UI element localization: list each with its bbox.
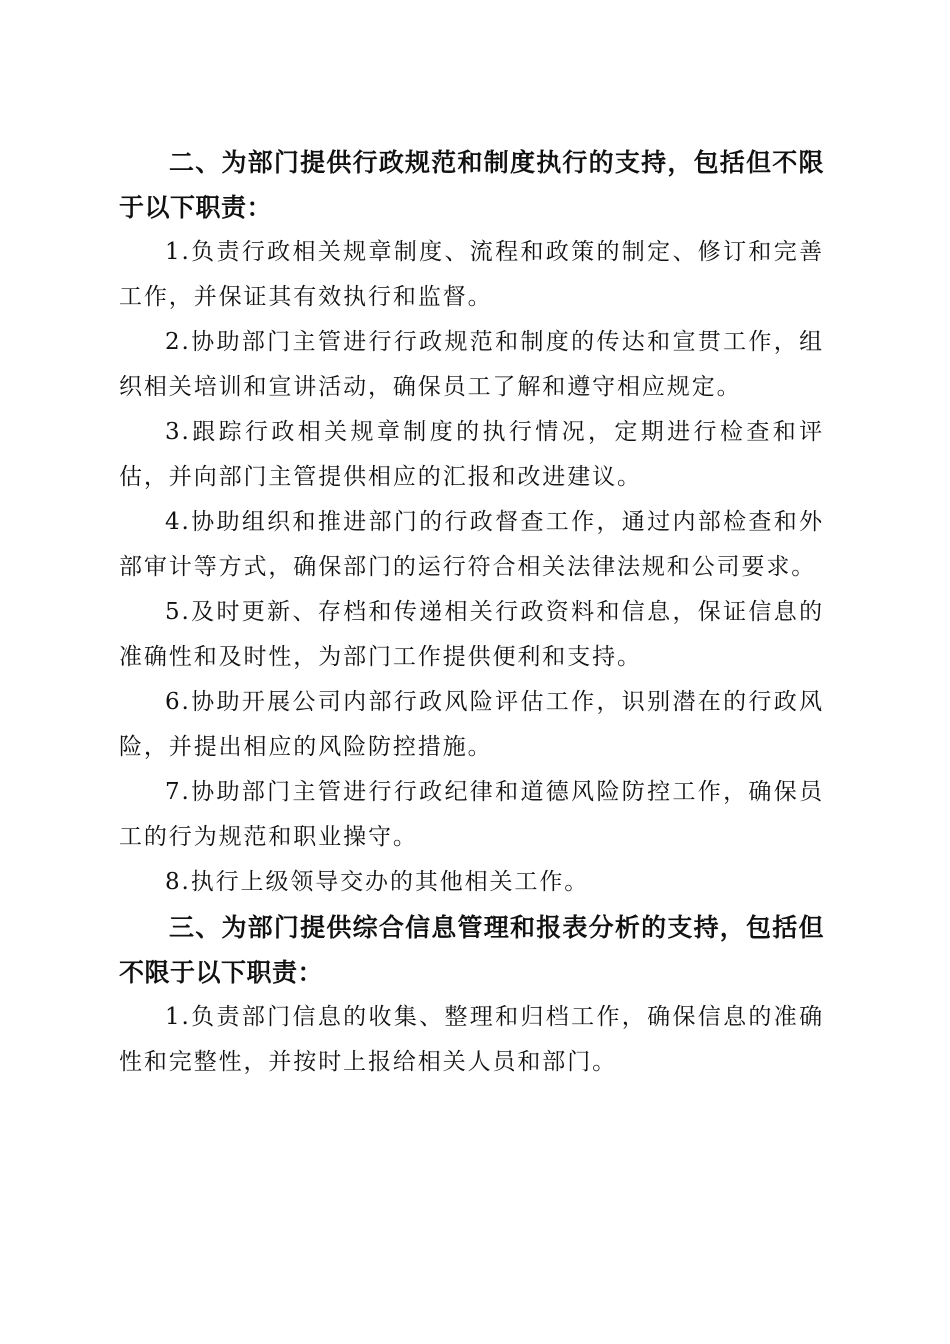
list-item-2-7: 7.协助部门主管进行行政纪律和道德风险防控工作，确保员工的行为规范和职业操守。 bbox=[119, 779, 824, 850]
list-item-2-8: 8.执行上级领导交办的其他相关工作。 bbox=[165, 869, 590, 895]
list-item-3-1: 1.负责部门信息的收集、整理和归档工作，确保信息的准确性和完整性，并按时上报给相关人员和部门。 bbox=[119, 1004, 824, 1075]
list-item-2-3: 3.跟踪行政相关规章制度的执行情况，定期进行检查和评估，并向部门主管提供相应的汇报和改进建议。 bbox=[119, 419, 824, 490]
list-item-2-4: 4.协助组织和推进部门的行政督查工作，通过内部检查和外部审计等方式，确保部门的运行符合相关法律法规和公司要求。 bbox=[119, 509, 824, 580]
list-item-2-2: 2.协助部门主管进行行政规范和制度的传达和宣贯工作，组织相关培训和宣讲活动，确保员工了解和遵守相应规定。 bbox=[119, 329, 824, 400]
list-item-2-6: 6.协助开展公司内部行政风险评估工作，识别潜在的行政风险，并提出相应的风险防控措施。 bbox=[119, 689, 824, 760]
list-item-2-1: 1.负责行政相关规章制度、流程和政策的制定、修订和完善工作，并保证其有效执行和监督。 bbox=[119, 239, 824, 310]
list-item-2-5: 5.及时更新、存档和传递相关行政资料和信息，保证信息的准确性和及时性，为部门工作提供便利和支持。 bbox=[119, 599, 824, 670]
section-heading-2: 二、为部门提供行政规范和制度执行的支持，包括但不限于以下职责： bbox=[119, 148, 824, 222]
section-heading-3: 三、为部门提供综合信息管理和报表分析的支持，包括但不限于以下职责： bbox=[119, 913, 824, 987]
document-body bbox=[119, 140, 824, 1085]
